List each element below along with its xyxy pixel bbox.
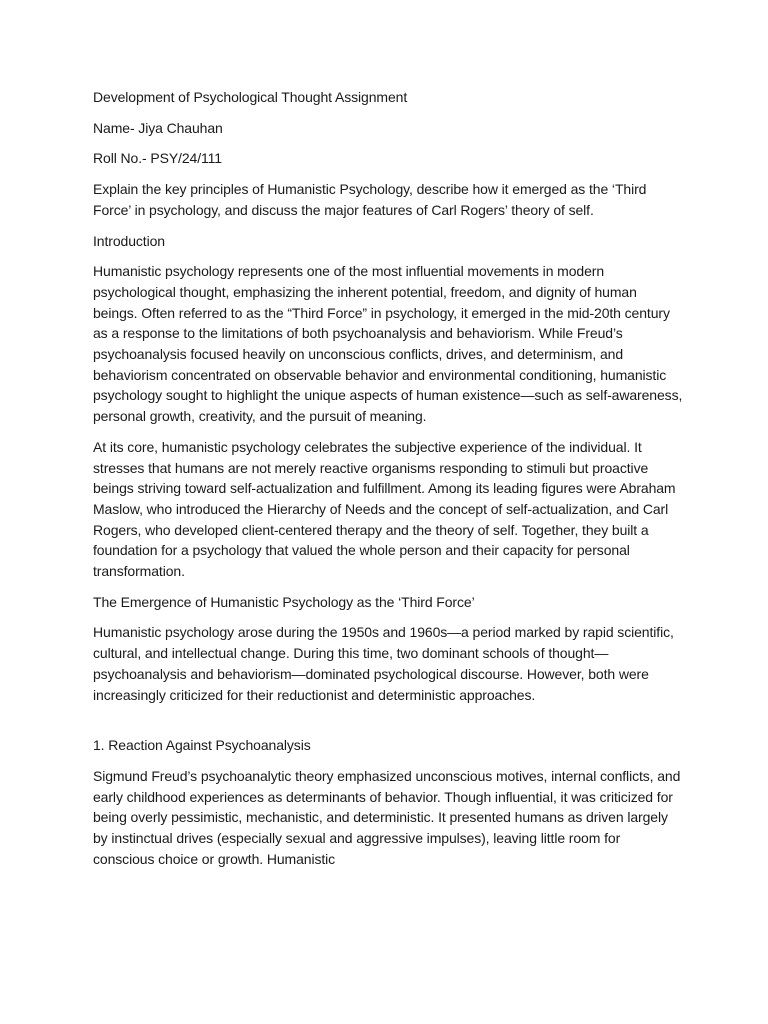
roll-number: Roll No.- PSY/24/111 — [93, 150, 222, 167]
section-heading-emergence: The Emergence of Humanistic Psychology as the ‘Third Force’ — [93, 593, 475, 610]
paragraph-intro-2: At its core, humanistic psychology celebrates the subjective experience of the individual. It stresses that humans are not merely reactive organisms responding to stimuli but proactive beings striving toward self-actualization and fulfillment. Among its leading figures were Abraham Maslow, who introduced the Hierarchy of Needs and the concept of self-actualization, and Carl Rogers, who developed client-centered therapy and the theory of self. Together, they built a foundation for a psychology that valued the whole person and their capacity for personal transformation. — [93, 438, 676, 580]
section-heading-psychoanalysis: 1. Reaction Against Psychoanalysis — [93, 737, 311, 754]
paragraph-emergence-1: Humanistic psychology arose during the 1950s and 1960s—a period marked by rapid scientific, cultural, and intellectual change. During this time, two dominant schools of thought—psychoanalysis and behaviorism—dominated psychological discourse. However, both were increasingly criticized for their reductionist and deterministic approaches. — [93, 624, 674, 703]
document-title: Development of Psychological Thought Assignment — [93, 89, 408, 105]
assignment-question: Explain the key principles of Humanistic Psychology, describe how it emerged as the ‘Third Force’ in psychology, and discuss the major features of Carl Rogers’ theory of self. — [93, 181, 647, 218]
paragraph-intro-1: Humanistic psychology represents one of the most influential movements in modern psychological thought, emphasizing the inherent potential, freedom, and dignity of human beings. Often referred to as the “Third Force” in psychology, it emerged in the mid-20th century as a response to the limitations of both psychoanalysis and behaviorism. While Freud’s psychoanalysis focused heavily on unconscious conflicts, drives, and determinism, and behaviorism concentrated on observable behavior and environmental conditioning, humanistic psychology sought to highlight the unique aspects of human existence—such as self-awareness, personal growth, creativity, and the pursuit of meaning. — [93, 263, 683, 425]
paragraph-psychoanalysis-1: Sigmund Freud’s psychoanalytic theory emphasized unconscious motives, internal conflicts, and early childhood experiences as determinants of behavior. Though influential, it was criticized for being overly pessimistic, mechanistic, and deterministic. It presented humans as driven largely by instinctual drives (especially sexual and aggressive impulses), leaving little room for conscious choice or growth. Humanistic — [93, 767, 681, 867]
student-name: Name- Jiya Chauhan — [93, 119, 223, 136]
document-body — [93, 87, 683, 880]
section-heading-introduction: Introduction — [93, 232, 165, 249]
